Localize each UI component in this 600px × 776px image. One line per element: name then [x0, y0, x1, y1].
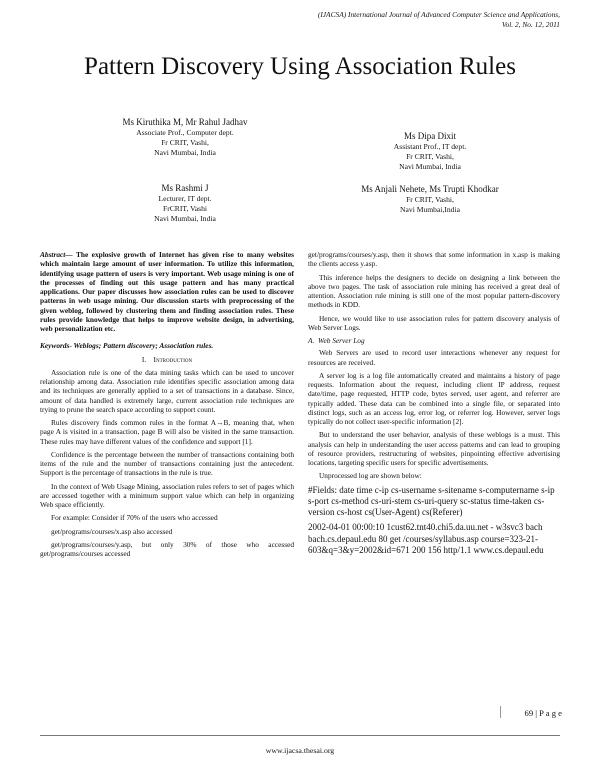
author-affiliation-line: Fr CRIT, Vashi,: [161, 138, 209, 147]
author-names: Ms Rashmi J: [161, 183, 209, 193]
left-column: [40, 250, 294, 562]
author-affiliation-line: Lecturer, IT dept.: [158, 194, 212, 203]
paragraph: get/programs/courses/x.asp also accessed: [51, 526, 173, 536]
paragraph: Rules discovery finds common rules in the format A→B, meaning that, when page A is visited in a transaction, page B will also be visited in the same transaction. These rules may have different values of the confidence and support [1].: [40, 418, 294, 446]
paragraph: Association rule is one of the data mining tasks which can be used to uncover relationship among data. Association rule identifies specific association among data and its techniques are generally applied to a set of transactions in a database. Since, amount of data handled is extremely large, current association rule techniques are trying to prune the search space according to support count.: [40, 367, 294, 414]
journal-header-line2: Vol. 2, No. 12, 2011: [501, 20, 560, 29]
author-affiliation-line: Navi Mumbai, India: [154, 214, 216, 223]
paragraph: Unprocessed log are shown below:: [319, 471, 422, 481]
paper-title: Pattern Discovery Using Association Rules: [84, 53, 516, 80]
subsection-number: A.: [308, 336, 315, 345]
author-block-2: [330, 130, 530, 172]
footer-url: www.ijacsa.thesai.org: [265, 746, 335, 755]
subsection-title: Web Server Log: [318, 336, 365, 345]
paragraph: This inference helps the designers to decide on designing a link between the above two pages. The task of association rule mining has received a great deal of attention. Association rule mining is still one of the most popular pattern-discovery methods in KDD.: [308, 272, 560, 310]
author-affiliation-line: Associate Prof., Computer dept.: [136, 128, 234, 137]
author-block-3: [85, 182, 285, 224]
section-number: I.: [141, 354, 147, 364]
right-column: [308, 250, 560, 560]
page-number-value: 69: [524, 708, 534, 718]
author-names: Ms Kiruthika M, Mr Rahul Jadhav: [122, 117, 248, 127]
paragraph: Hence, we would like to use association rules for pattern discovery analysis of Web Server Logs.: [308, 313, 560, 332]
page-number: 69 | P a g e: [524, 708, 562, 718]
section-heading-introduction: [40, 355, 294, 364]
abstract-text: The explosive growth of Internet has given rise to many websites which maintain large amount of user information. To utilize this information, identifying usage pattern of users is very important. Web usage mining is one of the processes of finding out this usage pattern and has many practical applications. Our paper discusses how association rules can be used to discover patterns in web usage mining. Our discussion starts with preprocessing of the given weblog, followed by clustering them and finding association rules. These rules provide knowledge that helps to improve website design, in advertising, web personalization etc.: [40, 250, 294, 333]
author-affiliation-line: Navi Mumbai,India: [400, 205, 460, 214]
paragraph: For example: Consider if 70% of the users who accessed: [51, 513, 218, 523]
author-block-1: [85, 116, 285, 158]
paragraph: get/programs/courses/y.asp, then it shows that some information in x.asp is making the clients access y.asp.: [308, 250, 560, 269]
paragraph: get/programs/courses/y.asp, but only 30% of those who accessed get/programs/courses accessed: [40, 539, 294, 558]
paragraph: Confidence is the percentage between the number of transactions containing both items of the rule and the number of transactions containing just the antecedent. Support is the percentage of transactions in the rule is true.: [40, 449, 294, 478]
paragraph: A server log is a log file automatically created and maintains a history of page requests. Information about the request, including client IP address, request date/time, page requested, HTTP code, bytes served, user agent, and referrer are typically added. These data can be combined into a single file, or separated into distinct logs, such as an access log, error log, or referrer log. However, server logs typically do not collect user-specific information [2].: [308, 370, 560, 426]
author-affiliation-line: FrCRIT, Vashi: [162, 204, 208, 213]
keywords: [40, 341, 294, 350]
journal-header-line1: (IJACSA) International Journal of Advanced Computer Science and Applications,: [317, 10, 560, 19]
author-affiliation-line: Navi Mumbai, India: [154, 148, 216, 157]
paragraph: Web Servers are used to record user interactions whenever any request for resources are received.: [308, 348, 560, 367]
page-word: P a g e: [539, 708, 562, 718]
footer-divider: [40, 735, 560, 736]
page-number-divider: [500, 706, 501, 718]
author-names: Ms Dipa Dixit: [403, 131, 456, 141]
journal-header: [230, 10, 560, 30]
author-affiliation-line: Fr CRIT, Vashi,: [406, 152, 454, 161]
author-names: Ms Anjali Nehete, Ms Trupti Khodkar: [361, 184, 499, 194]
keywords-label: Keywords-: [40, 341, 72, 351]
log-entry-line: 2002-04-01 00:00:10 1cust62.tnt40.chi5.da.uu.net - w3svc3 bach bach.cs.depaul.edu 80 get /courses/syllabus.asp course=323-21-603&q=3&y=2002&id=671 200 156 http/1.1 www.cs.depaul.edu: [308, 522, 544, 555]
author-affiliation-line: Fr CRIT, Vashi,: [406, 195, 454, 204]
section-title: Introduction: [153, 354, 193, 364]
subsection-heading: [308, 336, 560, 345]
paragraph: But to understand the user behavior, analysis of these weblogs is a must. This analysis can help in understanding the user access patterns and can lead to grouping of resource providers, restructuring of websites, pinpointing effective advertising locations, targeting specific users for specific advertisements.: [308, 430, 560, 467]
author-affiliation-line: Navi Mumbai, India: [399, 162, 461, 171]
paragraph: In the context of Web Usage Mining, association rules refers to set of pages which are accessed together with a minimum support value which can help in organizing Web space efficiently.: [40, 481, 294, 509]
keywords-text: Weblogs; Pattern discovery; Association rules.: [71, 341, 214, 351]
author-affiliation-line: Assistant Prof., IT dept.: [393, 142, 467, 151]
abstract: [40, 250, 294, 333]
author-block-4: [300, 183, 560, 215]
abstract-label: Abstract—: [40, 250, 73, 259]
log-fields-line: #Fields: date time c-ip cs-username s-sitename s-computername s-ip s-port cs-method cs-uri-stem cs-uri-query sc-status time-taken cs-version cs-host cs(User-Agent) cs(Referer): [308, 484, 555, 518]
